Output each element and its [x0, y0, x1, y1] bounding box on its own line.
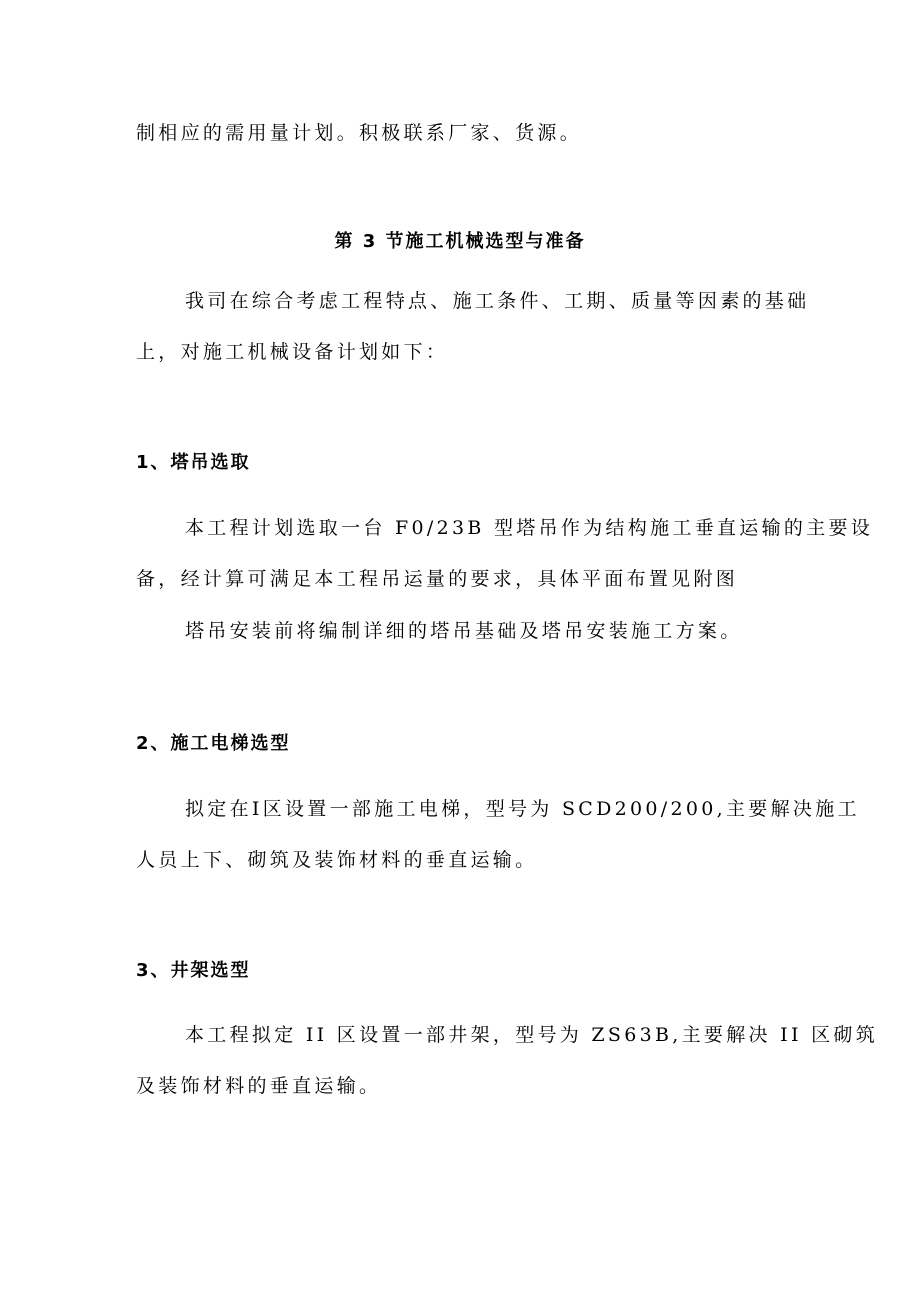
section-1-line-3: 塔吊安装前将编制详细的塔吊基础及塔吊安装施工方案。 — [185, 620, 743, 642]
section-heading-tower-crane: 1、塔吊选取 — [136, 452, 251, 473]
continuation-text: 制相应的需用量计划。积极联系厂家、货源。 — [136, 122, 583, 144]
intro-line-1: 我司在综合考虑工程特点、施工条件、工期、质量等因素的基础 — [185, 290, 810, 312]
section-heading-hoist-frame: 3、井架选型 — [136, 960, 251, 981]
section-2-line-2: 人员上下、砌筑及装饰材料的垂直运输。 — [136, 849, 538, 871]
section-3-line-1: 本工程拟定 II 区设置一部井架，型号为 ZS63B,主要解决 II 区砌筑 — [185, 1024, 879, 1046]
section-title: 第 3 节施工机械选型与准备 — [334, 231, 586, 252]
section-3-line-2: 及装饰材料的垂直运输。 — [136, 1075, 382, 1097]
section-1-line-1: 本工程计划选取一台 F0/23B 型塔吊作为结构施工垂直运输的主要设 — [185, 517, 874, 539]
section-2-line-1: 拟定在Ⅰ区设置一部施工电梯，型号为 SCD200/200,主要解决施工 — [185, 798, 860, 820]
section-heading-construction-elevator: 2、施工电梯选型 — [136, 733, 291, 754]
intro-line-2: 上，对施工机械设备计划如下： — [136, 341, 449, 363]
section-1-line-2: 备，经计算可满足本工程吊运量的要求，具体平面布置见附图 — [136, 568, 739, 590]
